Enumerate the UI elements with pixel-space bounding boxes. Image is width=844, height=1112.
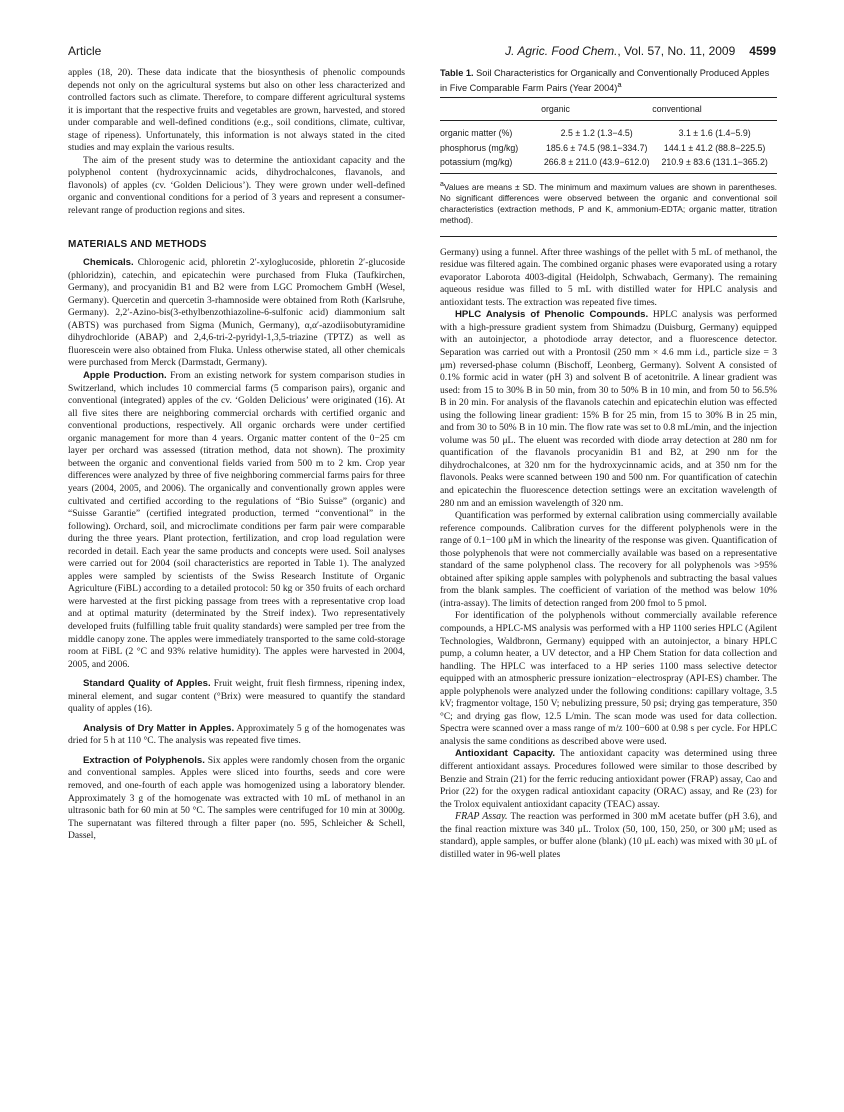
frap-assay-text: The reaction was performed in 300 mM acetate buffer (pH 3.6), and the final reaction mixture was 340 μL. Trolox (50, 100, 150, 250, or 300 μM; used as standard), apple samples, or buffer alone (blank) (10 μL each) was mixed with 30 μL of distilled water in 96-well plates — [440, 811, 778, 860]
table-1-caption-text: Soil Characteristics for Organically and Conventionally Produced Apples in Five Comparable Farm Pairs (Year 2004) — [440, 68, 770, 94]
standard-quality-text: Fruit weight, fruit flesh firmness, ripening index, mineral element, and sugar content (°Brix) were measured to quantify the standard quality of apples (16). — [68, 678, 405, 715]
table-row — [440, 155, 777, 173]
table-cell-organic: 266.8 ± 211.0 (43.9−612.0) — [541, 155, 652, 173]
table-1-footnote-marker: a — [440, 181, 444, 188]
table-1 — [440, 97, 777, 174]
quantification-paragraph: Quantification was performed by external calibration using commercially available reference compounds. Calibration curves for the different polyphenols were in the range of 0.1−100 μM in which the linearity of the response was given. Quantification of those polyphenols that were not commercially available was based on a representative standard of the same polyphenol class. The recovery for all polyphenols was >95% obtained after spiking apple samples with polyphenols and subtracting the basal values from the blank samples. The coefficient of variation of the method was below 10% (intra-assay). The limits of detection ranged from 200 fmol to 5 pmol. — [440, 510, 777, 609]
chemicals-heading: Chemicals. — [83, 257, 134, 269]
table-header-conventional: conventional — [652, 98, 777, 121]
table-1-caption — [440, 67, 777, 94]
apple-production-paragraph — [68, 370, 405, 671]
identification-paragraph: For identification of the polyphenols without commercially available reference compounds, a HPLC-MS analysis was performed with a HP 1100 series HPLC (Agilent Technologies, Waldbronn, Germany) equipped with an autoinjector, a binary HPLC pump, a column heater, a UV detector, and a HP Chem Station for data collection and handling. The HPLC was interfaced to a HP series 1100 mass selective detector equipped with an atmospheric pressure ionization−electrospray (API-ES) chamber. The apple polyphenols were analyzed under the following conditions: capillary voltage, 3.5 kV; fragmentor voltage, 150 V; nebulizing pressure, 50 psi; drying gas temperature, 350 °C; and drying gas flow, 12.5 L/min. The scan mode was used for data collection. Spectra were scanned over a mass range of m/z 100−600 at 0.98 s per cycle. For HPLC analysis the same conditions as described above were used. — [440, 610, 777, 747]
table-1-label: Table 1. — [440, 68, 474, 78]
frap-assay-paragraph — [440, 811, 777, 861]
dry-matter-text: Approximately 5 g of the homogenates was dried for 5 h at 110 °C. The analysis was repeated five times. — [68, 722, 405, 747]
table-cell-organic: 185.6 ± 74.5 (98.1−334.7) — [545, 142, 648, 153]
table-header-blank — [440, 98, 541, 121]
table-1-caption-footnote-marker: a — [617, 80, 622, 89]
extraction-continued-paragraph: Germany) using a funnel. After three washings of the pellet with 5 mL of methanol, the residue was filtered again. The combined organic phases were evaporated using a rotary evaporator Laborota 4003-digital (Heidolph, Schwabach, Germany). The remaining aqueous residue was filled to 5 mL with distilled water for HPLC analysis and antioxidant tests. The extraction was repeated five times. — [440, 246, 777, 308]
table-header-row — [440, 98, 777, 121]
journal-name: J. Agric. Food Chem. — [505, 44, 618, 58]
chemicals-paragraph — [68, 257, 405, 370]
standard-quality-heading: Standard Quality of Apples. — [83, 678, 211, 690]
antioxidant-capacity-paragraph — [440, 748, 777, 811]
frap-assay-heading: FRAP Assay. — [455, 811, 508, 823]
table-divider — [440, 236, 777, 237]
intro-paragraph-1: apples (18, 20). These data indicate that the biosynthesis of phenolic compounds depends not only on the agricultural systems but also on other less characterized and controlled factors such as climate. Therefore, to compare different agricultural systems it is important that the respective fruits and vegetables are grown, harvested, and stored under comparable and well-defined conditions (e.g., soil conditions, climate, cultivar, stage of ripeness). Unfortunately, this information is not always stated in the cited studies and may explain the various results. — [68, 67, 405, 154]
left-column — [68, 67, 405, 843]
intro-paragraph-2: The aim of the present study was to determine the antioxidant capacity and the polyphenol content (hydroxycinnamic acids, dihydrochalcones, flavanols, and flavonols) of apples (cv. ‘Golden Delicious’). They were grown under well-defined organic and conventional conditions for a period of 3 years and represent a consumer-relevant range of production regions and sites. — [68, 154, 405, 217]
standard-quality-paragraph — [68, 678, 405, 716]
extraction-heading: Extraction of Polyphenols. — [83, 754, 205, 766]
antioxidant-capacity-text: The antioxidant capacity was determined using three different antioxidant assays. Procedures followed were similar to those described by Benzie and Strain (21) for the ferric reducing antioxidant power (FRAP) assay, Cao and Prior (22) for the oxygen radical antioxidant capacity (ORAC) assay, and Re (23) for the Trolox equivalent antioxidant capacity (TEAC) assay. — [440, 748, 778, 810]
table-1-footnote-text: Values are means ± SD. The minimum and maximum values are shown in parentheses. No significant differences were observed between the organic and conventional soil characteristics (extraction methods, P and K, ammonium-EDTA; organic matter, titration method). — [440, 181, 777, 226]
chemicals-text: Chlorogenic acid, phloretin 2′-xyloglucoside, phloretin 2′-glucoside (phloridzin), catechin, and epicatechin were purchased from Fluka (Taufkirchen, Germany), and procyanidin B1 and B2 were from LGC Promochem GmbH (Wesel, Germany). Quercetin and quercetin 3-rhamnoside were obtained from Roth (Karlsruhe, Germany). 2,2′-Azino-bis(3-ethylbenzothiazoline-6-sulfonic acid) diammonium salt (ABTS) was purchased from Sigma (Munich, Germany), α,α′-azodiisobutyramidine dihydrochloride (ABAP) and 2,4,6-tri-2-pyridyl-1,3,5-triazine (TPTZ) as well as fluorescein were also obtained from Fluka. Unless otherwise stated, all other chemicals were purchased from Merck (Darmstadt, Germany). — [68, 257, 405, 369]
journal-citation — [505, 44, 776, 58]
volume-issue-year: , Vol. 57, No. 11, 2009 — [617, 44, 736, 58]
table-header-organic: organic — [541, 98, 652, 121]
article-type-label: Article — [68, 44, 102, 58]
table-1-footnote — [440, 179, 777, 227]
antioxidant-capacity-heading: Antioxidant Capacity. — [455, 748, 555, 760]
table-cell-parameter: phosphorus (mg/kg) — [440, 142, 519, 153]
right-column — [440, 67, 777, 861]
table-cell-parameter: organic matter (%) — [440, 127, 513, 138]
table-cell-conventional: 210.9 ± 83.6 (131.1−365.2) — [652, 155, 777, 173]
table-row — [440, 120, 777, 140]
dry-matter-heading: Analysis of Dry Matter in Apples. — [83, 722, 235, 734]
dry-matter-paragraph — [68, 723, 405, 748]
table-cell-parameter: potassium (mg/kg) — [440, 155, 541, 173]
table-cell-conventional: 3.1 ± 1.6 (1.4−5.9) — [678, 127, 751, 138]
page-header — [68, 44, 776, 62]
hplc-text: HPLC analysis was performed with a high-pressure gradient system from Shimadzu (Duisburg, Germany) equipped with an autoinjector, a photodiode array detector, and a fluorescence detector. Separation was carried out with a Prontosil (250 mm × 4.6 mm i.d., particle size = 3 μm) reversed-phase column (Bischoff, Leonberg, Germany). Solvent A consisted of 0.1% formic acid in water (pH 3) and solvent B of acetonitrile. A linear gradient was used: from 15 to 30% B in 50 min, from 30 to 50% B in 10 min, and from 50 to 56.5% B in 20 min. For analysis of the flavanols catechin and epicatechin elution was effected using the following linear gradient: 15% B for 25 min, from 15 to 30% B in 25 min, and from 30 to 50% B in 10 min. The flow rate was set to 0.8 mL/min, and the injection volume was 50 μL. The eluent was recorded with diode array detection at 280 nm for quantification of the flavanols procyanidin B1 and B2, at 290 nm for the dihydrochalcones, at 320 nm for the hydroxycinnamic acids, and at 350 nm for the flavonols. Peaks were scanned between 190 and 500 nm. For quantification of catechin and epicatechin the fluorescence detection settings were an excitation wavelength of 280 nm and an emission wavelength of 320 nm. — [440, 309, 777, 509]
table-cell-organic: 2.5 ± 1.2 (1.3−4.5) — [560, 127, 633, 138]
table-cell-conventional: 144.1 ± 41.2 (88.8−225.5) — [663, 142, 766, 153]
apple-production-text: From an existing network for system comparison studies in Switzerland, which includes 10 commercial farms (5 comparison pairs), organic and conventional (integrated) apples of the cv. ‘Golden Delicious’ were originated (16). At all five sites there are neighboring commercial orchards with certified organic and conventional productions, respectively. All organic orchards were under certified organic management for more than 4 years. Organic matter content of the 0−25 cm layer per orchard was assessed (titration method, data not shown). The proximity between the organic and conventional fields varied from 500 m to 2 km. Crop year differences were analyzed by three of five neighboring commercial farms pairs for three years (2004, 2005, and 2006). The organically and conventionally grown apples were cultivated and certified according to the regulations of “Bio Suisse” (organic) and “Suisse Garantie” (certified integrated production, termed “conventional” in the following). Orchard, soil, and microclimate conditions per farm pair were comparable during the three years. Plant protection, fertilization, and crop load regulation were recorded in detail. Each year the same products and concepts were used. Soil analyses were carried out for 2004 (soil characteristics are reported in Table 1). The analyzed apples were sampled by scientists of the Swiss Research Institute of Organic Agriculture (FiBL) according to a detailed protocol: 50 kg or 350 fruits of each orchard were harvested at the first picking passage from trees with a representative crop load and at optimal maturity (determinated by the Streif index). Two representatively developed fruits (fulfilling table fruit quality standards) were sampled per tree from the middle canopy zone. The apples were immediately transported to the same cold-storage room at FiBL (2 °C and 93% relative humidity). The apples were harvested in 2004, 2005, and 2006. — [68, 370, 405, 670]
hplc-paragraph — [440, 309, 777, 510]
section-heading-materials-methods: MATERIALS AND METHODS — [68, 238, 207, 250]
extraction-paragraph — [68, 755, 405, 843]
page-number: 4599 — [749, 44, 776, 58]
hplc-heading: HPLC Analysis of Phenolic Compounds. — [455, 309, 649, 321]
apple-production-heading: Apple Production. — [83, 370, 167, 382]
table-row — [440, 140, 777, 155]
extraction-text: Six apples were randomly chosen from the organic and conventional samples. Apples were sliced into fourths, seeds and core were removed, and one-fourth of each apple was homogenized using a laboratory blender. Approximately 3 g of the homogenate was extracted with 10 mL of methanol in an ultrasonic bath for 60 min at 50 °C. The samples were centrifuged for 10 min at 3000g. The supernatant was filtered through a filter paper (no. 595, Schleicher & Schell, Dassel, — [68, 754, 405, 842]
